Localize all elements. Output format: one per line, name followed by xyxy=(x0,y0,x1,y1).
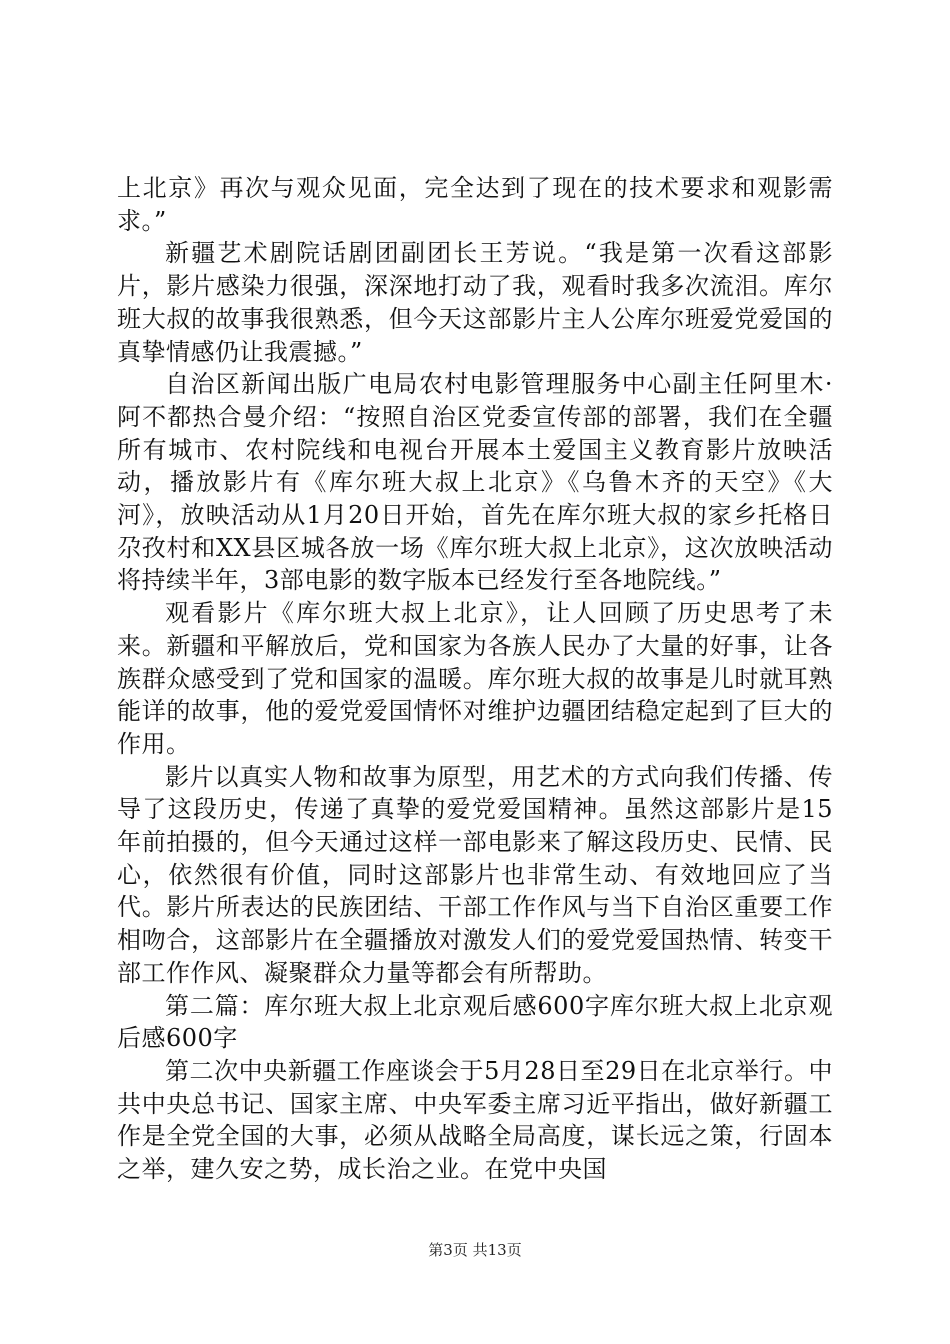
paragraph-2: 新疆艺术剧院话剧团副团长王芳说。“我是第一次看这部影片，影片感染力很强，深深地打动了我，观看时我多次流泪。库尔班大叔的故事我很熟悉，但今天这部影片主人公库尔班爱党爱国的真挚情感仍让我震撼。” xyxy=(117,239,833,366)
paragraph-3: 自治区新闻出版广电局农村电影管理服务中心副主任阿里木·阿不都热合曼介绍：“按照自治区党委宣传部的部署，我们在全疆所有城市、农村院线和电视台开展本土爱国主义教育影片放映活动，播放影片有《库尔班大叔上北京》《乌鲁木齐的天空》《大河》，放映活动从1月20日开始，首先在库尔班大叔的家乡托格日尕孜村和XX县区城各放一场《库尔班大叔上北京》，这次放映活动将持续半年，3部电影的数字版本已经发行至各地院线。” xyxy=(117,370,833,595)
page-number-footer: 第3页 共13页 xyxy=(428,1241,522,1259)
paragraph-1: 上北京》再次与观众见面，完全达到了现在的技术要求和观影需求。” xyxy=(117,174,833,235)
paragraph-4: 观看影片《库尔班大叔上北京》，让人回顾了历史思考了未来。新疆和平解放后，党和国家为各族人民办了大量的好事，让各族群众感受到了党和国家的温暖。库尔班大叔的故事是儿时就耳熟能详的故事，他的爱党爱国情怀对维护边疆团结稳定起到了巨大的作用。 xyxy=(117,599,833,758)
paragraph-7: 第二次中央新疆工作座谈会于5月28日至29日在北京举行。中共中央总书记、国家主席、中央军委主席习近平指出，做好新疆工作是全党全国的大事，必须从战略全局高度，谋长远之策，行固本之举，建久安之势，成长治之业。在党中央国 xyxy=(117,1056,833,1184)
document-body xyxy=(117,172,833,1186)
paragraph-5: 影片以真实人物和故事为原型，用艺术的方式向我们传播、传导了这段历史，传递了真挚的爱党爱国精神。虽然这部影片是15年前拍摄的，但今天通过这样一部电影来了解这段历史、民情、民心，依然很有价值，同时这部影片也非常生动、有效地回应了当代。影片所表达的民族团结、干部工作作风与当下自治区重要工作相吻合，这部影片在全疆播放对激发人们的爱党爱国热情、转变干部工作作风、凝聚群众力量等都会有所帮助。 xyxy=(117,762,833,987)
section-heading-chapter-2: 第二篇：库尔班大叔上北京观后感600字库尔班大叔上北京观后感600字 xyxy=(117,991,833,1053)
